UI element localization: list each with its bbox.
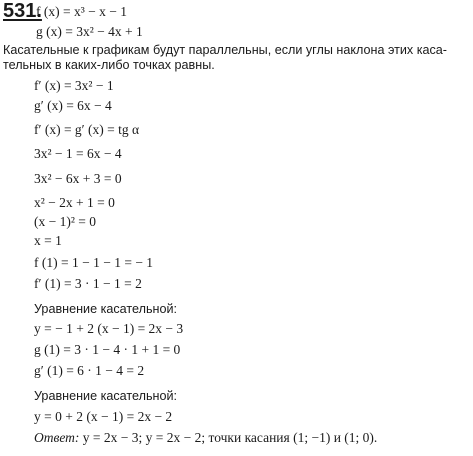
step-f-value: f (1) = 1 − 1 − 1 = − 1 bbox=[34, 255, 154, 270]
step-derivative-g: g′ (x) = 6x − 4 bbox=[34, 98, 112, 113]
tangent-equation-1: y = − 1 + 2 (x − 1) = 2x − 3 bbox=[34, 321, 184, 336]
problem-statement-line2: тельных в каких-либо точках равны. bbox=[3, 58, 215, 72]
answer-text: y = 2x − 3; y = 2x − 2; точки касания (1; −1) и (1; 0). bbox=[82, 430, 378, 445]
tangent-heading-2: Уравнение касательной: bbox=[34, 389, 178, 403]
step-g-value: g (1) = 3 · 1 − 4 · 1 + 1 = 0 bbox=[34, 342, 181, 357]
step-equation: 3x² − 1 = 6x − 4 bbox=[34, 146, 122, 161]
tangent-equation-2: y = 0 + 2 (x − 1) = 2x − 2 bbox=[34, 409, 173, 424]
tangent-heading-1: Уравнение касательной: bbox=[34, 302, 178, 316]
step-reduced-quadratic: x² − 2x + 1 = 0 bbox=[34, 195, 115, 210]
step-quadratic: 3x² − 6x + 3 = 0 bbox=[34, 171, 122, 186]
answer-line bbox=[34, 430, 377, 446]
problem-statement-line1: Касательные к графикам будут параллельны, если углы наклона этих каса- bbox=[3, 43, 447, 57]
step-equal-slopes: f′ (x) = g′ (x) = tg α bbox=[34, 122, 140, 137]
step-derivative-f: f′ (x) = 3x² − 1 bbox=[34, 78, 114, 93]
step-root: x = 1 bbox=[34, 233, 62, 248]
function-f-definition: f (x) = x³ − x − 1 bbox=[36, 4, 127, 19]
problem-number: 531. bbox=[3, 0, 42, 22]
step-f-derivative-value: f′ (1) = 3 · 1 − 1 = 2 bbox=[34, 276, 142, 291]
step-square: (x − 1)² = 0 bbox=[34, 214, 97, 229]
answer-label: Ответ: bbox=[34, 430, 80, 445]
step-g-derivative-value: g′ (1) = 6 · 1 − 4 = 2 bbox=[34, 363, 145, 378]
function-g-definition: g (x) = 3x² − 4x + 1 bbox=[36, 24, 143, 39]
